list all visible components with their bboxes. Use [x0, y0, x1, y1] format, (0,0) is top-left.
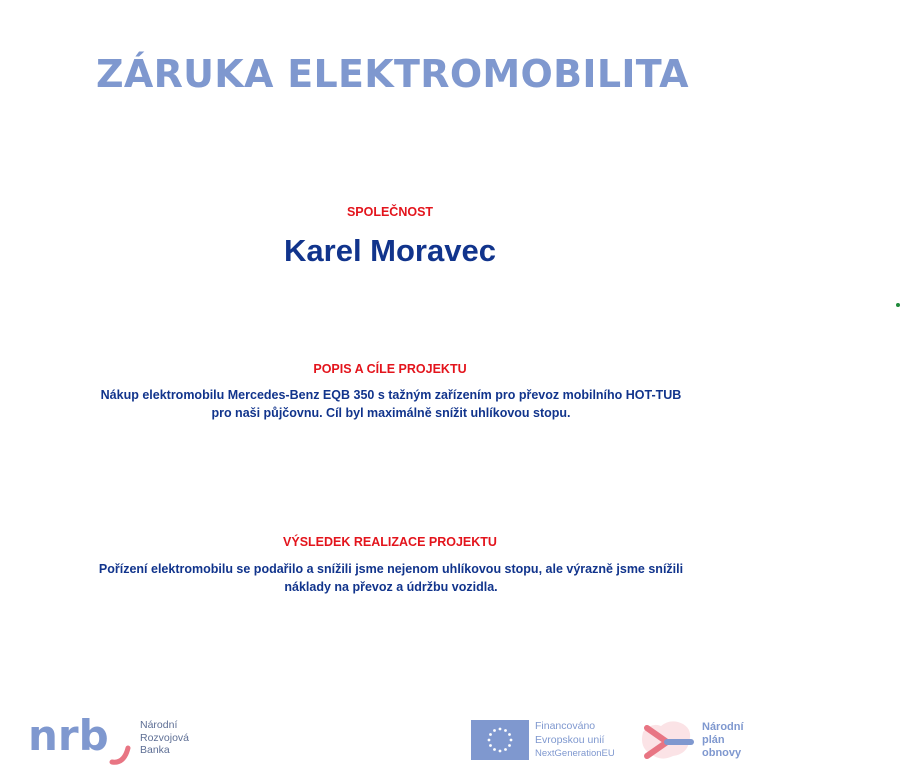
npo-logo-icon [637, 714, 697, 768]
nrb-line-2: Rozvojová [140, 731, 190, 744]
npo-logo-graphic [637, 714, 697, 768]
result-line-2: náklady na převoz a údržbu vozidla. [284, 580, 498, 594]
eu-flag-graphic [471, 720, 529, 760]
nrb-logo-text: nrb [28, 711, 109, 760]
npo-line-3: obnovy [702, 747, 742, 759]
company-label: SPOLEČNOST [346, 205, 434, 219]
company-name: Karel Moravec [284, 233, 496, 268]
nrb-line-1: Národní [140, 719, 178, 731]
eu-line-2: Evropskou unií [535, 734, 605, 746]
nrb-name [140, 719, 189, 757]
description-text [85, 386, 697, 422]
page-title: ZÁRUKA ELEKTROMOBILITA [96, 52, 689, 96]
description-line-1: Nákup elektromobilu Mercedes-Benz EQB 350 s tažným zařízením pro převoz mobilního HOT-TUB [100, 388, 682, 402]
result-line-1: Pořízení elektromobilu se podařilo a snížili jsme nejenom uhlíkovou stopu, ale výrazně jsme snížili [98, 562, 684, 576]
npo-text [702, 721, 744, 760]
npo-line-1: Národní [702, 721, 744, 733]
description-label: POPIS A CÍLE PROJEKTU [313, 362, 467, 376]
eu-flag-icon [471, 720, 529, 760]
description-line-2: pro naši půjčovnu. Cíl byl maximálně snížit uhlíkovou stopu. [211, 406, 571, 420]
decorative-dot [896, 303, 900, 307]
nrb-logo [28, 704, 138, 770]
nrb-line-3: Banka [140, 744, 170, 756]
nrb-logo-swoosh [112, 748, 128, 762]
npo-line-2: plán [702, 734, 725, 746]
eu-funding-text [535, 719, 615, 761]
nrb-logo-mark [28, 704, 138, 770]
eu-line-3: NextGenerationEU [535, 748, 615, 759]
result-text [85, 560, 697, 596]
eu-line-1: Financováno [535, 720, 596, 732]
result-label: VÝSLEDEK REALIZACE PROJEKTU [283, 535, 497, 549]
